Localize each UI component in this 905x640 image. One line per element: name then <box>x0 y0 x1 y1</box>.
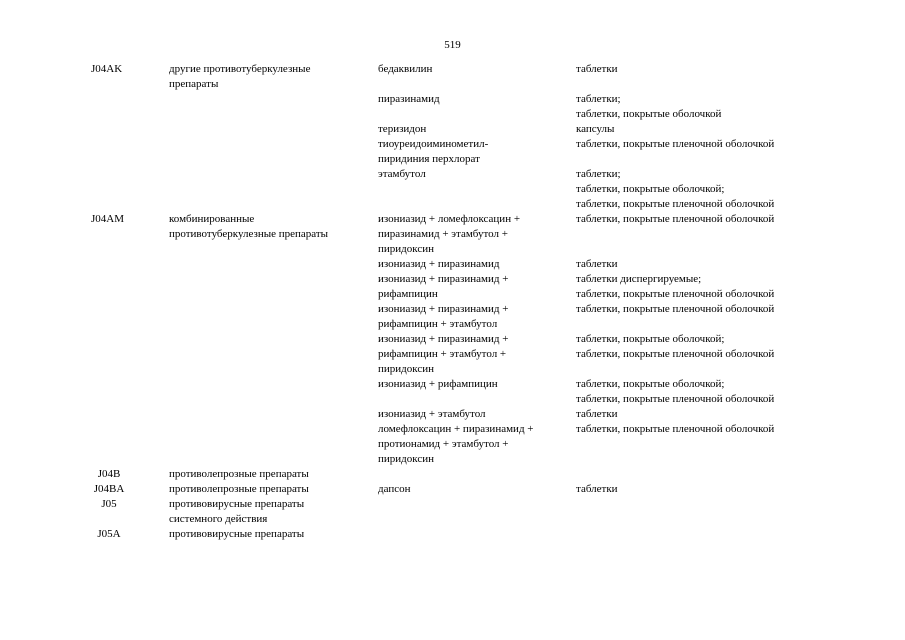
table-row <box>91 257 831 272</box>
dosage-form-cell: таблетки <box>576 63 618 75</box>
table-row <box>91 407 831 422</box>
drug-name-cell: пиразинамид <box>378 93 440 105</box>
drug-name-cell: изониазид + пиразинамид + рифампицин + этамбутол + пиридоксин <box>378 333 509 375</box>
table-row <box>91 527 831 542</box>
atc-code-cell: J05 <box>101 498 117 510</box>
dosage-form-cell: таблетки; таблетки, покрытые оболочкой; таблетки, покрытые пленочной оболочкой <box>576 168 775 210</box>
group-name-cell: противовирусные препараты <box>169 528 305 540</box>
table-row <box>91 122 831 137</box>
drug-name-cell: этамбутол <box>378 168 426 180</box>
drug-name-cell: тиоуреидоиминометил- пиридиния перхлорат <box>378 138 489 165</box>
dosage-form-cell: таблетки, покрытые оболочкой; таблетки, покрытые пленочной оболочкой <box>576 333 775 360</box>
dosage-form-cell: таблетки <box>576 408 618 420</box>
table-row <box>91 212 831 257</box>
drug-name-cell: ломефлоксацин + пиразинамид + протионамид + этамбутол + пиридоксин <box>378 423 534 465</box>
atc-code-cell: J05A <box>97 528 121 540</box>
table-row <box>91 332 831 377</box>
drug-name-cell: изониазид + пиразинамид + рифампицин + этамбутол <box>378 303 509 330</box>
drug-table <box>91 62 831 542</box>
table-row <box>91 497 831 527</box>
drug-name-cell: изониазид + пиразинамид + рифампицин <box>378 273 509 300</box>
group-name-cell: другие противотуберкулезные препараты <box>169 63 311 90</box>
table-row <box>91 422 831 467</box>
atc-code-cell: J04AK <box>91 63 123 75</box>
table-row <box>91 167 831 212</box>
drug-name-cell: изониазид + ломефлоксацин + пиразинамид + этамбутол + пиридоксин <box>378 213 521 255</box>
drug-name-cell: теризидон <box>378 123 427 135</box>
drug-name-cell: изониазид + рифампицин <box>378 378 498 390</box>
dosage-form-cell: таблетки, покрытые пленочной оболочкой <box>576 303 775 315</box>
group-name-cell: комбинированные противотуберкулезные препараты <box>169 213 329 240</box>
group-name-cell: противолепрозные препараты <box>169 483 309 495</box>
dosage-form-cell: таблетки диспергируемые; таблетки, покрытые пленочной оболочкой <box>576 273 775 300</box>
atc-code-cell: J04B <box>97 468 121 480</box>
atc-code-cell: J04BA <box>93 483 125 495</box>
atc-code-cell: J04AM <box>91 213 125 225</box>
page-number: 519 <box>444 39 461 51</box>
dosage-form-cell: таблетки <box>576 483 618 495</box>
dosage-form-cell: таблетки, покрытые пленочной оболочкой <box>576 423 775 435</box>
drug-name-cell: изониазид + этамбутол <box>378 408 486 420</box>
table-row <box>91 377 831 407</box>
table-row <box>91 92 831 122</box>
table-row <box>91 482 831 497</box>
drug-name-cell: дапсон <box>378 483 411 495</box>
group-name-cell: противовирусные препараты системного действия <box>169 498 305 525</box>
drug-name-cell: бедаквилин <box>378 63 433 75</box>
table-row <box>91 467 831 482</box>
dosage-form-cell: капсулы <box>576 123 615 135</box>
drug-name-cell: изониазид + пиразинамид <box>378 258 500 270</box>
group-name-cell: противолепрозные препараты <box>169 468 309 480</box>
dosage-form-cell: таблетки, покрытые пленочной оболочкой <box>576 138 775 150</box>
dosage-form-cell: таблетки <box>576 258 618 270</box>
table-row <box>91 62 831 92</box>
dosage-form-cell: таблетки, покрытые пленочной оболочкой <box>576 213 775 225</box>
table-row <box>91 272 831 302</box>
table-row <box>91 137 831 167</box>
table-row <box>91 302 831 332</box>
dosage-form-cell: таблетки, покрытые оболочкой; таблетки, покрытые пленочной оболочкой <box>576 378 775 405</box>
dosage-form-cell: таблетки; таблетки, покрытые оболочкой <box>576 93 722 120</box>
